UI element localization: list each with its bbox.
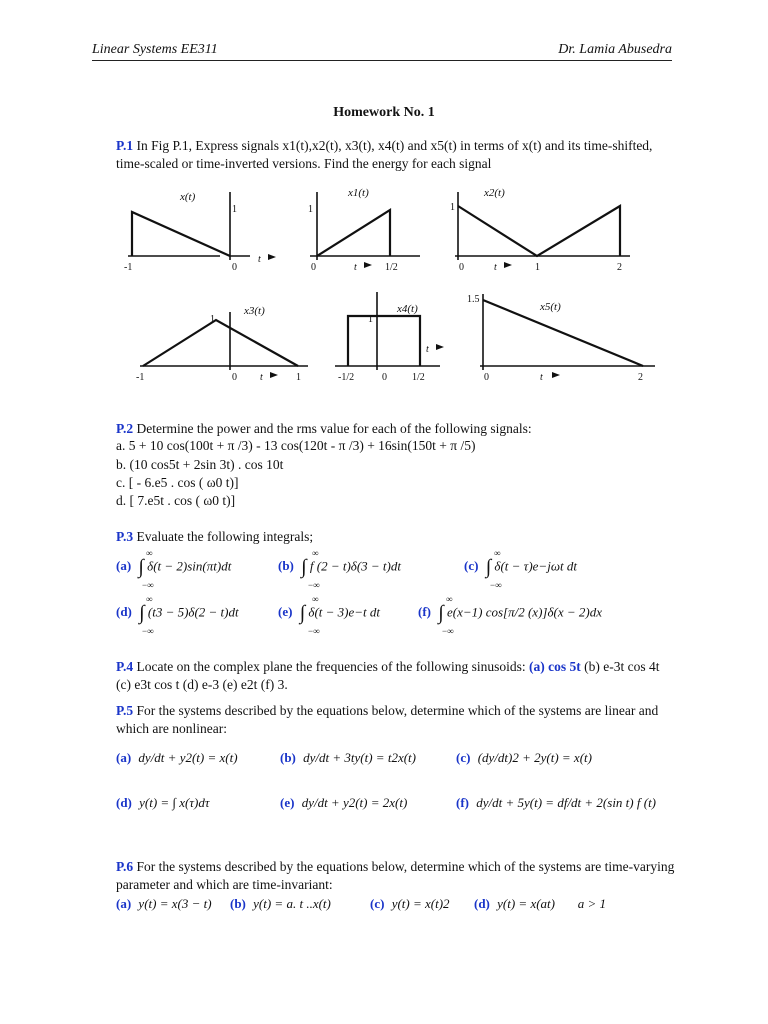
- fig-label-x: x(t): [180, 191, 196, 203]
- tick: 1/2: [412, 372, 425, 383]
- tick: 1: [232, 204, 237, 215]
- t-axis-label: t: [258, 254, 261, 265]
- p4-item: (e) e2t: [222, 677, 258, 692]
- problem-2-a: a. 5 + 10 cos(100t + π /3) - 13 cos(120t - π /3) + 16sin(150t + π /5): [116, 438, 476, 453]
- tick: 0: [311, 262, 316, 273]
- fig-label-x5: x5(t): [540, 301, 561, 313]
- tick: 0: [232, 262, 237, 273]
- item-label: (b): [278, 558, 294, 574]
- system-expr: dy/dt + 3ty(t) = t2x(t): [303, 750, 416, 765]
- system-expr: y(t) = ∫ x(τ)dτ: [139, 795, 210, 810]
- system-expr: y(t) = x(at) a > 1: [497, 896, 607, 911]
- tv-system-b: [230, 896, 331, 912]
- system-expr: y(t) = a. t ..x(t): [253, 896, 331, 911]
- problem-1-text: In Fig P.1, Express signals x1(t),x2(t), x3(t), x4(t) and x5(t) in terms of x(t) and its time-shifted, time-scaled or time-inverted versions. Find the energy for each signal: [116, 138, 653, 171]
- integral-e: [278, 602, 380, 625]
- tick: 1: [450, 202, 455, 213]
- integral-expr: e(x−1) cos[π/2 (x)]δ(x − 2)dx: [446, 604, 602, 620]
- problem-1-label: P.1: [116, 138, 134, 153]
- integral-sign: ∫: [299, 602, 306, 624]
- integral-f: [418, 602, 602, 625]
- lower-limit: −∞: [308, 626, 320, 636]
- integral-sign: ∫: [138, 556, 144, 578]
- system-a: [116, 750, 238, 766]
- integral-sign: ∫: [485, 556, 492, 578]
- p4-item: (d) e-3: [182, 677, 220, 692]
- problem-1: [116, 137, 676, 173]
- problem-3-label: P.3: [116, 529, 134, 544]
- integral-b: [278, 556, 401, 579]
- upper-limit: ∞: [494, 548, 501, 558]
- upper-limit: ∞: [146, 594, 153, 604]
- problem-3: [116, 528, 676, 546]
- tick: 0: [484, 372, 489, 383]
- integral-d: [116, 602, 239, 625]
- tick: 0: [382, 372, 387, 383]
- tick: 1.5: [467, 294, 480, 305]
- upper-limit: ∞: [312, 548, 319, 558]
- lower-limit: −∞: [442, 626, 454, 636]
- tick: 2: [617, 262, 622, 273]
- item-label: (d): [116, 604, 132, 620]
- system-expr: dy/dt + 5y(t) = df/dt + 2(sin t) f (t): [476, 795, 657, 810]
- integral-sign: ∫: [139, 602, 145, 624]
- problem-2: [116, 420, 676, 438]
- system-expr: (dy/dt)2 + 2y(t) = x(t): [477, 750, 592, 765]
- item-label: (a): [116, 558, 132, 574]
- integral-expr: δ(t − τ)e−jωt dt: [494, 558, 577, 574]
- integral-expr: δ(t − 3)e−t dt: [308, 604, 381, 620]
- problem-4-label: P.4: [116, 659, 134, 674]
- problem-2-d: d. [ 7.e5t . cos ( ω0 t)]: [116, 493, 236, 508]
- integral-a: [116, 556, 231, 579]
- item-label: (c): [370, 896, 385, 911]
- tick: 1: [368, 314, 373, 325]
- integral-sign: ∫: [438, 602, 444, 624]
- problem-5-text: For the systems described by the equations below, determine which of the systems are linear and which are nonlinear:: [116, 703, 659, 736]
- system-expr: y(t) = x(3 − t): [138, 896, 212, 911]
- lower-limit: −∞: [308, 580, 320, 590]
- p4-item: (f) 3.: [260, 677, 288, 692]
- system-d: [116, 795, 210, 811]
- problem-3-intro: Evaluate the following integrals;: [136, 529, 314, 544]
- p4-item: (a) cos 5t: [529, 659, 581, 674]
- problem-6-text: For the systems described by the equations below, determine which of the systems are time-varying parameter and which are time-invariant:: [116, 859, 675, 892]
- upper-limit: ∞: [312, 594, 319, 604]
- fig-label-x2: x2(t): [484, 187, 505, 199]
- system-c: [456, 750, 592, 766]
- p4-item: (c) e3t cos t: [116, 677, 180, 692]
- integral-expr: f (2 − t)δ(3 − t)dt: [309, 558, 401, 574]
- tick: 0: [459, 262, 464, 273]
- lower-limit: −∞: [142, 626, 154, 636]
- system-expr: y(t) = x(t)2: [391, 896, 450, 911]
- tick: -1: [124, 262, 133, 273]
- fig-label-x4: x4(t): [397, 303, 418, 315]
- item-label: (e): [278, 604, 293, 620]
- tick: 1/2: [385, 262, 398, 273]
- problem-2-intro: Determine the power and the rms value for each of the following signals:: [136, 421, 532, 436]
- tick: 2: [638, 372, 643, 383]
- item-label: (a): [116, 750, 132, 765]
- tick: 0: [232, 372, 237, 383]
- fig-label-x3: x3(t): [244, 305, 265, 317]
- problem-2-label: P.2: [116, 421, 134, 436]
- integral-expr: δ(t − 2)sin(πt)dt: [147, 558, 232, 574]
- t-axis-label: t: [354, 262, 357, 273]
- t-axis-label: t: [260, 372, 263, 383]
- problem-4: [116, 658, 676, 694]
- item-label: (e): [280, 795, 295, 810]
- problem-2-b: b. (10 cos5t + 2sin 3t) . cos 10t: [116, 457, 284, 472]
- fig-label-x1: x1(t): [348, 187, 369, 199]
- item-label: (b): [280, 750, 296, 765]
- item-label: (d): [116, 795, 132, 810]
- tick: 1: [535, 262, 540, 273]
- tick: 1: [210, 314, 215, 325]
- integral-expr: (t3 − 5)δ(2 − t)dt: [147, 604, 239, 620]
- system-expr: dy/dt + y2(t) = 2x(t): [301, 795, 408, 810]
- item-label: (b): [230, 896, 246, 911]
- integral-c: [464, 556, 577, 579]
- tick: -1: [136, 372, 145, 383]
- problem-6: [116, 858, 676, 894]
- item-label: (f): [418, 604, 431, 620]
- course-name: Linear Systems EE311: [92, 42, 218, 57]
- figure-p1: [110, 182, 670, 392]
- tv-system-d: [474, 896, 606, 912]
- item-label: (a): [116, 896, 132, 911]
- tick: 1: [308, 204, 313, 215]
- item-label: (c): [464, 558, 479, 574]
- upper-limit: ∞: [146, 548, 153, 558]
- problem-5: [116, 702, 676, 738]
- problem-5-label: P.5: [116, 703, 134, 718]
- system-b: [280, 750, 416, 766]
- t-axis-label: t: [540, 372, 543, 383]
- tick: -1/2: [338, 372, 355, 383]
- lower-limit: −∞: [490, 580, 502, 590]
- problem-6-label: P.6: [116, 859, 134, 874]
- system-expr: dy/dt + y2(t) = x(t): [138, 750, 238, 765]
- system-f: [456, 795, 656, 811]
- tv-system-c: [370, 896, 450, 912]
- p4-item: (b) e-3t cos 4t: [584, 659, 660, 674]
- page-header: [92, 40, 672, 61]
- item-label: (d): [474, 896, 490, 911]
- system-e: [280, 795, 407, 811]
- lower-limit: −∞: [142, 580, 154, 590]
- tv-system-a: [116, 896, 212, 912]
- upper-limit: ∞: [446, 594, 453, 604]
- item-label: (c): [456, 750, 471, 765]
- page-title: Homework No. 1: [333, 105, 435, 120]
- problem-4-text: Locate on the complex plane the frequencies of the following sinusoids:: [136, 659, 526, 674]
- t-axis-label: t: [494, 262, 497, 273]
- tick: 1: [296, 372, 301, 383]
- integral-sign: ∫: [301, 556, 307, 578]
- item-label: (f): [456, 795, 469, 810]
- instructor-name: Dr. Lamia Abusedra: [558, 42, 672, 57]
- problem-2-c: c. [ - 6.e5 . cos ( ω0 t)]: [116, 475, 239, 490]
- t-axis-label: t: [426, 344, 429, 355]
